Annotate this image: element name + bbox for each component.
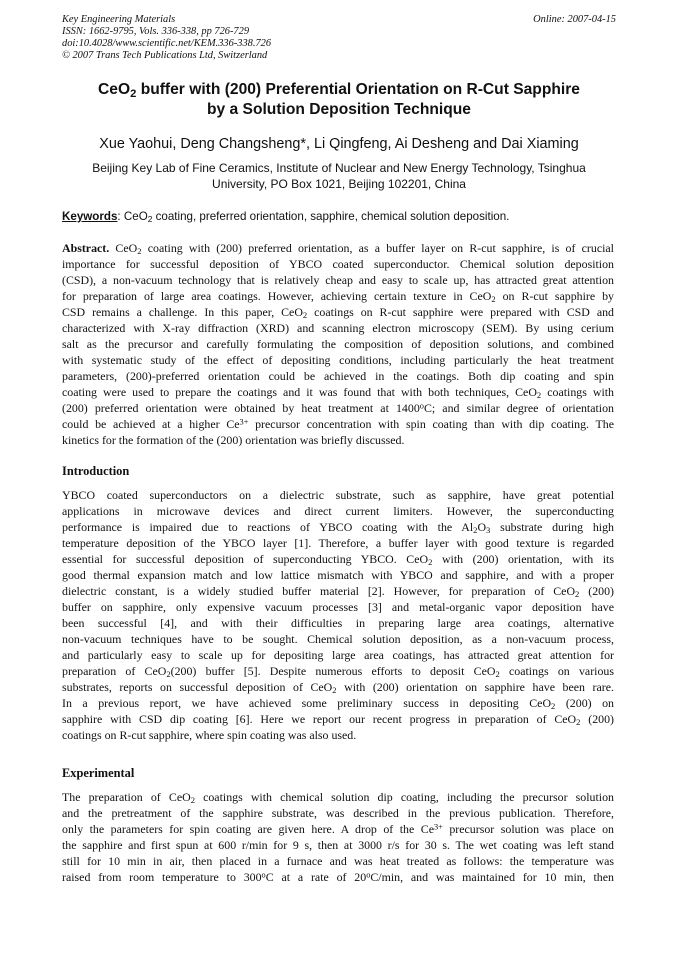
affiliation: Beijing Key Lab of Fine Ceramics, Institute of Nuclear and New Energy Technology, Tsinghua University, PO Box 1021, Beijing 102201, China — [92, 161, 586, 191]
abstract-label: Abstract. — [62, 241, 110, 255]
title-line-2: by a Solution Deposition Technique — [207, 101, 471, 118]
experimental-heading: Experimental — [62, 766, 135, 780]
title-line-1: CeO$_2$ buffer with (200) Preferential Orientation on R-Cut Sapphire — [98, 81, 580, 100]
author-list: Xue Yaohui, Deng Changsheng*, Li Qingfeng, Ai Desheng and Dai Xiaming — [99, 136, 579, 152]
doi-line: doi:10.4028/www.scientific.net/KEM.336-338.726 — [62, 38, 272, 49]
keywords: Keywords: CeO$_2$ coating, preferred orientation, sapphire, chemical solution deposition. — [62, 210, 510, 225]
journal-info — [62, 14, 271, 62]
abstract: Abstract. CeO$_2$ coating with (200) preferred orientation, as a buffer layer on R-cut sapphire, is of crucial importance for successful deposition of YBCO coated superconductor. Chemical solution deposition (CSD), a non-vacuum technology that is relatively cheap and easy to scale up, has attracted great attention for preparation of large area coatings. However, achieving certain texture in CeO$_2$ on R-cut sapphire by CSD remains a challenge. In this paper, CeO$_2$ coatings on R-cut sapphire were prepared with CSD and characterized with X-ray diffraction (XRD) and scanning electron microscopy (SEM). By using cerium salt as the precursor and carefully formulating the composition of deposition solutions, and combined with systematic study of the effect of depositing conditions, including particularly the heat treatment parameters, (200)-preferred orientation could be achieved in the coatings. Both dip coating and spin coating were used to prepare the coatings and it was found that with both techniques, CeO$_2$ coatings with (200) preferred orientation were obtained by heat treatment at 1400$^o$C; and similar degree of orientation could be achieved at a higher $Ce^{3+}$ precursor concentration with spin coating than with dip coating. The kinetics for the formation of the (200) orientation was briefly discussed. — [62, 241, 615, 447]
journal-name: Key Engineering Materials — [62, 14, 176, 25]
copyright-line: © 2007 Trans Tech Publications Ltd, Switzerland — [62, 50, 268, 61]
issn-line: ISSN: 1662-9795, Vols. 336-338, pp 726-729 — [62, 26, 250, 37]
paper-title — [62, 80, 616, 120]
introduction-heading: Introduction — [62, 464, 130, 478]
introduction-body: YBCO coated superconductors on a dielectric substrate, such as sapphire, have great potential applications in microwave devices and direct current limiters. However, the superconducting performance is impaired due to reactions of YBCO coating with the $Al_2O_3$ substrate during high temperature deposition of the YBCO layer [1]. Therefore, a buffer layer with good texture is regarded essential for successful deposition of superconducting YBCO. CeO$_2$ with (200) orientation, with its good thermal expansion match and low lattice mismatch with YBCO and sapphire, and with a proper dielectric constant, is a widely studied buffer material [2]. However, for preparation of CeO$_2$ (200) buffer on sapphire, only expensive vacuum processes [3] and metal-organic vapor deposition have been successful [4], and with their difficulties in preparing large area coatings, alternative non-vacuum techniques have to be sought. Chemical solution deposition, as a non-vacuum process, and particularly easy to scale up for depositing large area coatings, has attracted great attention for preparation of CeO$_2$(200) buffer [5]. Despite numerous efforts to deposit CeO$_2$ coatings on various substrates, reports on successful deposition of CeO$_2$ with (200) orientation on sapphire have been rare. In a previous report, we have achieved some preliminary success in depositing CeO$_2$ (200) on sapphire with CSD dip coating [6]. Here we report our recent progress in preparation of CeO$_2$ (200) coatings on R-cut sapphire, where spin coating was also used. — [62, 488, 615, 742]
keywords-label: Keywords — [62, 210, 118, 223]
online-date: Online: 2007-04-15 — [533, 14, 616, 25]
experimental-body: The preparation of CeO$_2$ coatings with chemical solution dip coating, including the precursor solution and the pretreatment of the sapphire substrate, was described in the previous publication. Therefore, only the parameters for spin coating are given here. A drop of the $Ce^{3+}$ precursor solution was place on the sapphire and first spun at 600 r/min for 9 s, then at 3000 r/s for 30 s. The wet coating was left stand still for 10 min in air, then placed in a furnace and was heat treated as follows: the temperature was raised from room temperature to 300$^o$C at a rate of 20$^o$C/min, and was maintained for 10 min, then — [62, 790, 614, 884]
running-header — [62, 14, 616, 62]
